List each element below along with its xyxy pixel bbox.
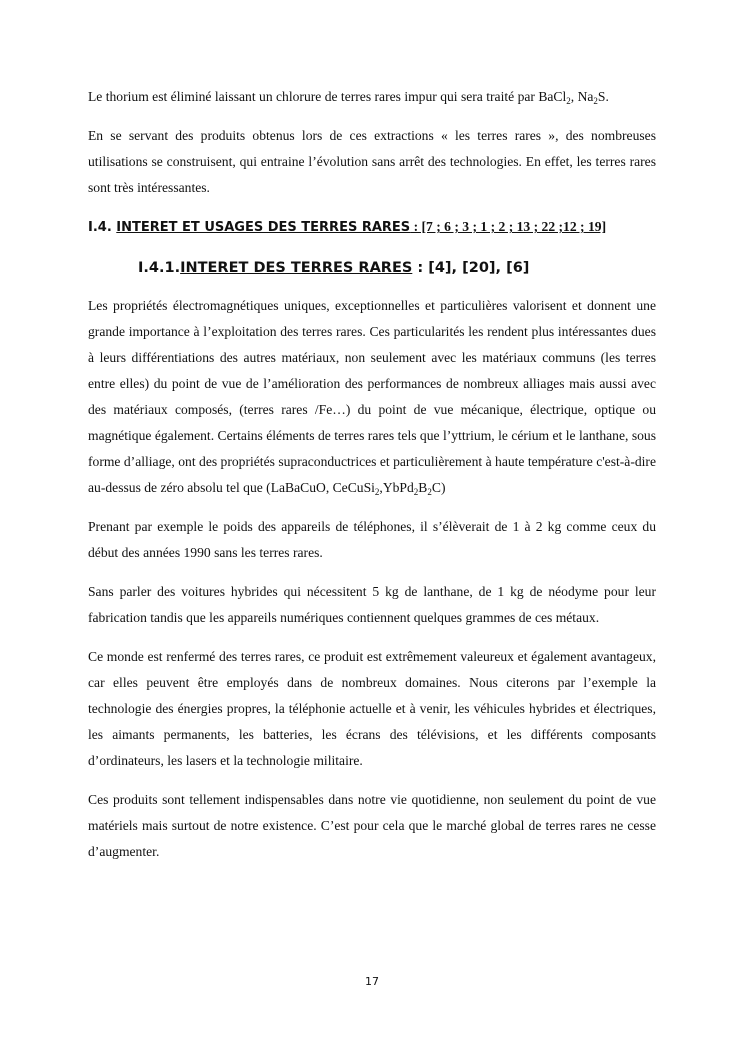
subscript: 2 (566, 96, 571, 106)
subscript: 2 (413, 487, 419, 497)
section-title: INTERET ET USAGES DES TERRES RARES (116, 220, 411, 235)
paragraph-market: Ces produits sont tellement indispensables dans notre vie quotidienne, non seulement du point de vue matériels mais surtout de notre existence. C’est pour cela que le marché global de terres rares ne cesse d’augmenter. (88, 792, 656, 859)
subsection-number: I.4.1. (138, 260, 181, 276)
section-heading (88, 214, 656, 241)
paragraph-properties (88, 293, 656, 501)
paragraph-hybrid-cars: Sans parler des voitures hybrides qui nécessitent 5 kg de lanthane, de 1 kg de néodyme pour leur fabrication tandis que les appareils numériques contiennent quelques grammes de ces métaux. (88, 584, 656, 625)
paragraph-extractions: En se servant des produits obtenus lors de ces extractions « les terres rares », des nombreuses utilisations se construisent, qui entraine l’évolution sans arrêt des technologies. En effet, les terres rares sont très intéressantes. (88, 128, 656, 195)
text-run: , Na (570, 89, 594, 104)
text-run: Le thorium est éliminé laissant un chlorure de terres rares impur qui sera traité par BaCl (88, 89, 567, 104)
text-run: B (418, 480, 428, 495)
paragraph-phones: Prenant par exemple le poids des appareils de téléphones, il s’élèverait de 1 à 2 kg comme ceux du début des années 1990 sans les terres rares. (88, 519, 656, 560)
text-run: S. (597, 89, 609, 104)
subscript: 2 (427, 487, 432, 497)
subscript: 2 (593, 96, 598, 106)
text-run: C) (431, 480, 446, 495)
paragraph-applications: Ce monde est renfermé des terres rares, ce produit est extrêmement valeureux et également avantageux, car elles peuvent être employés dans de nombreux domaines. Nous citerons par l’exemple la technologie des énergies propres, la téléphonie actuelle et à venir, les véhicules hybrides et électriques, les aimants permanents, les batteries, les écrans des télévisions, et les différents composants d’ordinateurs, les lasers et la technologie militaire. (88, 649, 656, 768)
paragraph-thorium (88, 84, 656, 110)
subsection-title: INTERET DES TERRES RARES (180, 260, 413, 276)
section-number: I.4. (88, 220, 117, 235)
subsection-heading (88, 255, 656, 281)
subscript: 2 (374, 487, 380, 497)
text-run: Les propriétés électromagnétiques uniques, exceptionnelles et particulières valorisent et donnent une grande importance à l’exploitation des terres rares. Ces particularités les rendent plus intéressantes dues à leurs différentiations des autres matériaux, non seulement avec les matériaux communs (les terres entre elles) du point de vue de l’amélioration des performances de nombreux alliages mais aussi avec des matériaux composés, (terres rares /Fe…) du point de vue mécanique, électrique, optique ou magnétique également. Certains éléments de terres rares tels que l’yttrium, le cérium et le lanthane, sous forme d’alliage, ont des propriétés supraconductrices et particulièrement à haute température c'est-à-dire au-dessus de zéro absolu tel que (LaBaCuO, CeCuSi (88, 298, 656, 495)
page-number: 17 (365, 975, 379, 988)
section-references: : [7 ; 6 ; 3 ; 1 ; 2 ; 13 ; 22 ;12 ; 19] (410, 219, 607, 234)
text-run: ,YbPd (379, 480, 414, 495)
subsection-references: : [4], [20], [6] (412, 260, 530, 276)
